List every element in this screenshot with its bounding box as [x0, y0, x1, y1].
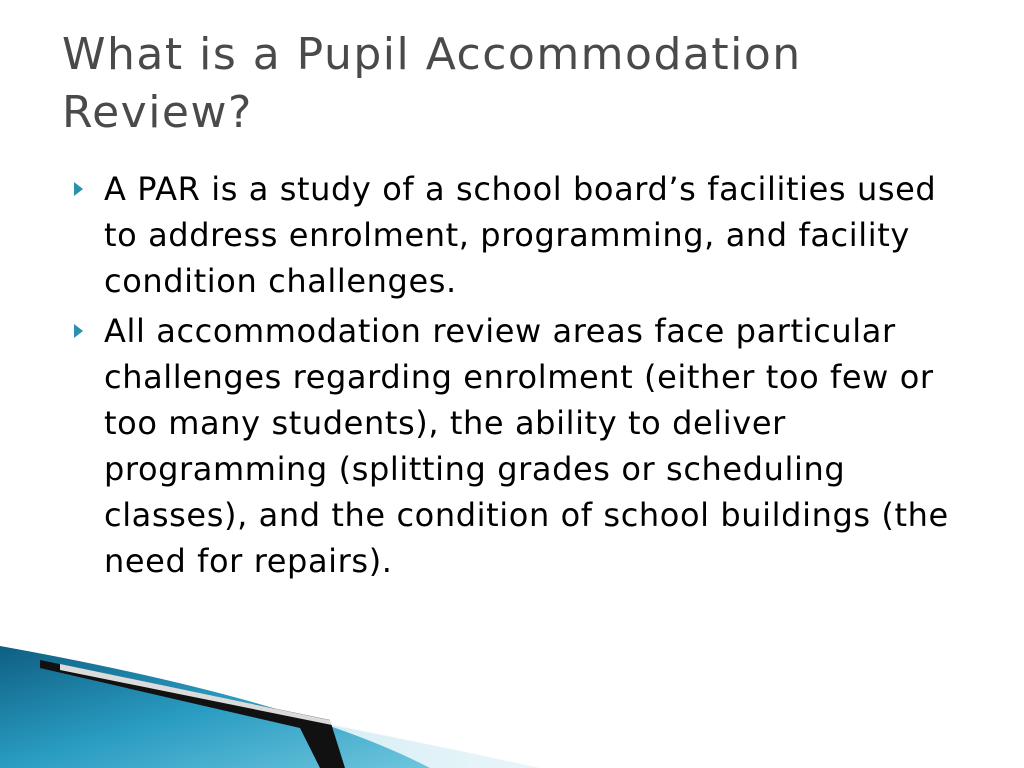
- bullet-text: All accommodation review areas face particular challenges regarding enrolment (either too few or too many students), the ability to deliver programming (splitting grades or scheduling classes), and the condition of school buildings (the need for repairs).: [104, 312, 949, 580]
- bullet-text: A PAR is a study of a school board’s facilities used to address enrolment, programming, and facility condition challenges.: [104, 170, 937, 300]
- slide-title: What is a Pupil Accommodation Review?: [62, 29, 802, 138]
